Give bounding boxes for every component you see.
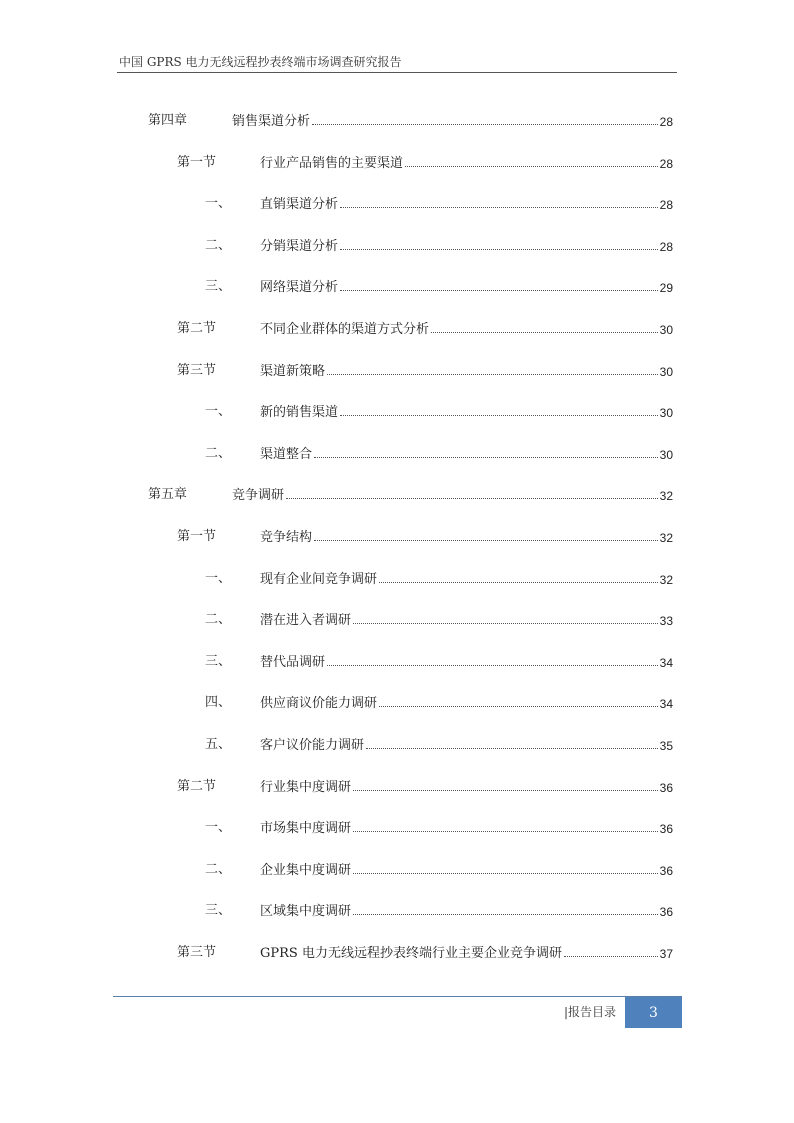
toc-dot-leader [314,539,658,541]
toc-entry-number: 第三节 [177,945,217,960]
toc-dot-leader [312,123,658,125]
toc-entry-page: 34 [659,697,673,711]
toc-entry-page: 32 [659,573,673,587]
toc-entry-page: 36 [659,864,673,878]
toc-entry-number: 第三节 [177,363,217,378]
toc-entry-title: 现有企业间竞争调研 [260,572,378,587]
toc-entry-number: 一、 [205,404,232,419]
toc-entry-page: 36 [659,905,673,919]
toc-entry-page: 28 [659,157,673,171]
toc-entry-page: 36 [659,822,673,836]
toc-entry[interactable] [0,858,794,878]
toc-entry-number: 第五章 [148,487,188,502]
toc-entry-number: 二、 [205,238,232,253]
toc-dot-leader [340,206,658,208]
toc-entry-page: 33 [659,614,673,628]
toc-entry[interactable] [0,775,794,795]
toc-entry-title: 行业产品销售的主要渠道 [260,156,404,171]
toc-entry[interactable] [0,109,794,129]
toc-entry[interactable] [0,816,794,836]
toc-entry-number: 三、 [205,654,232,669]
toc-entry-title: 替代品调研 [260,655,326,670]
toc-entry[interactable] [0,442,794,462]
toc-entry-title: 企业集中度调研 [260,863,352,878]
toc-dot-leader [353,872,658,874]
toc-entry-number: 一、 [205,196,232,211]
toc-entry[interactable] [0,192,794,212]
toc-entry-number: 一、 [205,820,232,835]
toc-entry-page: 29 [659,281,673,295]
toc-entry-number: 一、 [205,571,232,586]
toc-entry-number: 二、 [205,612,232,627]
toc-entry-page: 28 [659,198,673,212]
toc-dot-leader [327,664,658,666]
toc-entry-title: 渠道新策略 [260,364,326,379]
toc-dot-leader [314,456,658,458]
toc-entry-page: 37 [659,947,673,961]
toc-entry[interactable] [0,483,794,503]
toc-entry-title: 客户议价能力调研 [260,738,365,753]
toc-entry-number: 三、 [205,903,232,918]
toc-entry[interactable] [0,650,794,670]
toc-entry-title: 行业集中度调研 [260,780,352,795]
toc-dot-leader [340,289,658,291]
toc-entry[interactable] [0,275,794,295]
toc-entry-number: 第一节 [177,155,217,170]
toc-entry-title: 分销渠道分析 [260,239,339,254]
toc-entry[interactable] [0,525,794,545]
toc-dot-leader [431,331,658,333]
toc-entry-title: 区域集中度调研 [260,904,352,919]
toc-dot-leader [340,414,658,416]
toc-entry-page: 32 [659,531,673,545]
toc-dot-leader [286,497,658,499]
toc-entry-number: 五、 [205,737,232,752]
footer-section-label: |报告目录 [564,1005,617,1019]
toc-dot-leader [340,248,658,250]
toc-dot-leader [379,705,658,707]
toc-entry-title: 竞争结构 [260,530,313,545]
page-number: 3 [649,1004,658,1021]
toc-entry-title: 市场集中度调研 [260,821,352,836]
toc-entry-title: 销售渠道分析 [232,114,311,129]
toc-entry[interactable] [0,359,794,379]
toc-entry-number: 二、 [205,446,232,461]
footer-divider [113,996,682,997]
toc-dot-leader [353,789,658,791]
toc-dot-leader [366,747,658,749]
toc-entry-page: 35 [659,739,673,753]
page-number-badge [625,997,682,1028]
header-divider [117,72,677,73]
toc-entry[interactable] [0,733,794,753]
toc-entry-title: 不同企业群体的渠道方式分析 [260,322,430,337]
toc-entry[interactable] [0,941,794,961]
toc-entry[interactable] [0,151,794,171]
toc-entry-page: 34 [659,656,673,670]
toc-dot-leader [564,955,658,957]
toc-dot-leader [379,581,658,583]
toc-entry-number: 四、 [205,695,232,710]
toc-entry-title: 竞争调研 [232,488,285,503]
toc-entry-number: 三、 [205,279,232,294]
toc-entry-title: 渠道整合 [260,447,313,462]
toc-dot-leader [353,622,658,624]
toc-entry[interactable] [0,608,794,628]
toc-entry-number: 第一节 [177,529,217,544]
toc-entry-number: 第二节 [177,779,217,794]
toc-entry-number: 第二节 [177,321,217,336]
toc-entry[interactable] [0,899,794,919]
toc-entry-page: 28 [659,115,673,129]
toc-entry[interactable] [0,400,794,420]
toc-entry-title: 潜在进入者调研 [260,613,352,628]
toc-entry-page: 30 [659,323,673,337]
toc-dot-leader [353,830,658,832]
toc-entry[interactable] [0,567,794,587]
toc-entry-title: 新的销售渠道 [260,405,339,420]
toc-entry-page: 30 [659,448,673,462]
toc-entry-title: 供应商议价能力调研 [260,696,378,711]
toc-entry-page: 36 [659,781,673,795]
toc-entry-page: 32 [659,489,673,503]
toc-entry-title: 直销渠道分析 [260,197,339,212]
toc-entry-title: 网络渠道分析 [260,280,339,295]
toc-entry-page: 30 [659,406,673,420]
toc-entry[interactable] [0,234,794,254]
toc-dot-leader [405,165,658,167]
toc-entry-number: 第四章 [148,113,188,128]
toc-dot-leader [353,913,658,915]
toc-entry-page: 30 [659,365,673,379]
toc-entry-title: GPRS 电力无线远程抄表终端行业主要企业竞争调研 [260,946,562,961]
toc-dot-leader [327,373,658,375]
page-header-title: 中国 GPRS 电力无线远程抄表终端市场调查研究报告 [119,55,402,69]
toc-entry-page: 28 [659,240,673,254]
toc-entry[interactable] [0,691,794,711]
toc-entry-number: 二、 [205,862,232,877]
toc-entry[interactable] [0,317,794,337]
